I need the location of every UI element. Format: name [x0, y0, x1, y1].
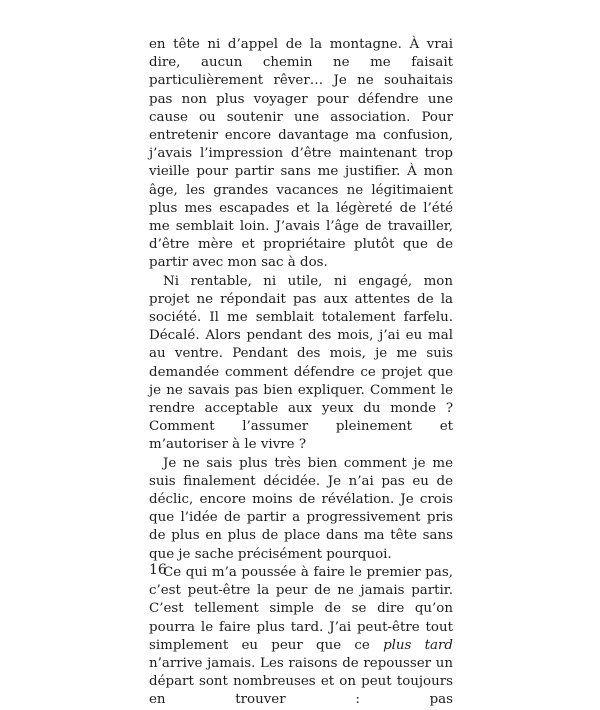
paragraph-4: [149, 564, 453, 710]
paragraph-4-start: Ce qui m’a poussée à faire le premier pas, c’est peut-être la peur de ne jamais partir. C’est tellement simple de se dire qu’on pourra le faire plus tard. J’ai peut-être tout simplement eu peur que ce: [149, 564, 453, 653]
paragraph-2: Ni rentable, ni utile, ni engagé, mon projet ne répondait pas aux attentes de la société. Il me semblait totalement farfelu. Décalé. Alors pendant des mois, j’ai eu mal au ventre. Pendant des mois, je me suis demandée comment défendre ce projet que je ne savais pas bien expliquer. Comment le rendre acceptable aux yeux du monde ? Comment l’assumer pleinement et m’autoriser à le vivre ?: [149, 273, 453, 453]
paragraph-4-emphasis: plus tard: [383, 637, 454, 653]
paragraph-1: en tête ni d’appel de la montagne. À vrai dire, aucun chemin ne me faisait particulièrement rêver… Je ne souhaitais pas non plus voyager pour défendre une cause ou soutenir une association. Pour entretenir encore davantage ma confusion, j’avais l’impression d’être maintenant trop vieille pour partir sans me justifier. À mon âge, les grandes vacances ne légitimaient plus mes escapades et la légèreté de l’été me semblait loin. J’avais l’âge de travailler, d’être mère et propriétaire plutôt que de partir avec mon sac à dos.: [149, 37, 453, 271]
body-text: [149, 36, 453, 710]
page-number: 16: [149, 562, 167, 578]
paragraph-3: Je ne sais plus très bien comment je me suis finalement décidée. Je n’ai pas eu de déclic, encore moins de révélation. Je crois que l’idée de partir a progressivement pris de plus en plus de place dans ma tête sans que je sache précisément pourquoi.: [149, 455, 453, 562]
paragraph-4-end: n’arrive jamais. Les raisons de repousser un départ sont nombreuses et on peut toujours en trouver : pas: [149, 655, 453, 708]
